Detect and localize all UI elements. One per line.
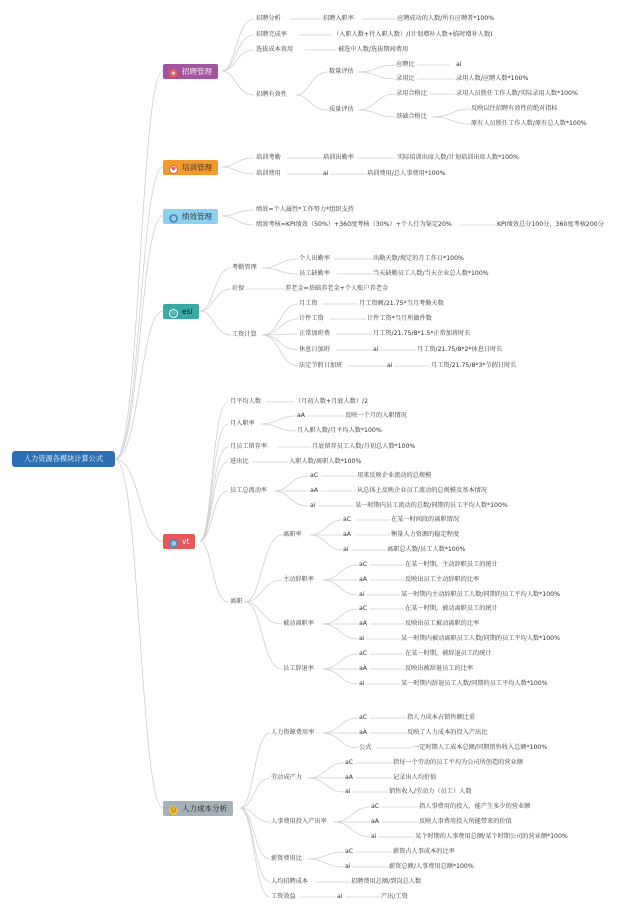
vt-separation-rate[interactable]: 离职率 bbox=[283, 531, 302, 538]
branch-cost-analysis[interactable] bbox=[163, 801, 233, 816]
vt-total-turnover[interactable]: 员工总流动率 bbox=[230, 487, 268, 494]
vt-passive-rate[interactable]: 被动离职率 bbox=[283, 620, 314, 627]
cost-hr-aA[interactable]: aA bbox=[359, 729, 368, 736]
cost-wage-formula[interactable]: 产出/工资 bbox=[381, 893, 408, 900]
cost-hr-formula[interactable]: 一定时期人工成本总额/同期销售收入总额*100% bbox=[413, 744, 548, 751]
cost-io-ratio[interactable]: 人事费用投入产出率 bbox=[271, 818, 327, 825]
branch-esi-label: esi bbox=[182, 307, 193, 316]
vt-separation[interactable]: 离职 bbox=[230, 598, 243, 605]
branch-vt-label: vt bbox=[182, 537, 190, 546]
vt-pas-formula[interactable]: 某一时期内被动离职员工人数/同期的员工平均人数*100% bbox=[401, 635, 560, 642]
cost-lp-aA[interactable]: aA bbox=[345, 774, 354, 781]
esi-absence-rate[interactable]: 员工缺勤率 bbox=[299, 270, 330, 277]
branch-esi[interactable] bbox=[163, 304, 199, 319]
train-attendance[interactable]: 培训考勤 bbox=[256, 154, 281, 161]
recruit-selection-formula[interactable]: 被选中人数/选拔期间费用 bbox=[338, 46, 409, 53]
vt-dis-aA[interactable]: aA bbox=[359, 665, 368, 672]
cost-lp-aC[interactable]: aC bbox=[345, 759, 354, 766]
cost-io-desc2[interactable]: 反映人事费用投入所能带来的价值 bbox=[419, 818, 512, 825]
recruit-completion-rate[interactable]: 招聘完成率 bbox=[256, 31, 287, 38]
recruit-base-desc[interactable]: 反映以往招聘有效性的绝对指标 bbox=[471, 105, 558, 112]
esi-overtime-holiday[interactable]: 法定节假日加班 bbox=[299, 362, 343, 369]
recruit-apply-ratio-ai[interactable]: ai bbox=[456, 61, 462, 68]
cost-io-formula[interactable]: 某个时期的人事费用总额/某个时期公司的营业额*100% bbox=[415, 833, 568, 840]
cost-lp-formula[interactable]: 销售收入/劳动力（员工）人数 bbox=[389, 788, 472, 795]
vt-turnover-desc2[interactable]: 从总体上反映企业员工流动的总规模及基本情况 bbox=[357, 487, 487, 494]
cost-recruit-formula[interactable]: 招聘费用总额/到岗总人数 bbox=[351, 878, 422, 885]
recruit-apply-ratio[interactable]: 应聘比 bbox=[396, 61, 415, 68]
esi-overtime-holiday-ai[interactable]: ai bbox=[387, 362, 393, 369]
root-topic[interactable]: 人力资源各模块计算公式 bbox=[12, 451, 115, 467]
cost-sal-desc[interactable]: 薪资占人事成本的比率 bbox=[393, 848, 455, 855]
recruit-analysis[interactable]: 招聘分析 bbox=[256, 15, 281, 22]
esi-overtime-normal[interactable]: 正常加班费 bbox=[299, 330, 330, 337]
cost-io-ai[interactable]: ai bbox=[371, 833, 377, 840]
globe-icon: ◍ bbox=[170, 540, 177, 547]
cost-sal-aC[interactable]: aC bbox=[345, 848, 354, 855]
cost-io-aA[interactable]: aA bbox=[371, 818, 380, 825]
cost-lp-ai[interactable]: ai bbox=[345, 788, 351, 795]
globe-icon: ◍ bbox=[170, 215, 177, 222]
recruit-entry-rate[interactable]: 招聘入职率 bbox=[323, 15, 354, 22]
vt-sep-desc2[interactable]: 衡量人力资源的稳定程度 bbox=[391, 531, 460, 538]
vt-vol-formula[interactable]: 某一时期内主动辞职员工人数/同期的员工平均人数*100% bbox=[401, 591, 560, 598]
cost-labor-productivity[interactable]: 劳动成产力 bbox=[271, 774, 302, 781]
esi-absence-formula[interactable]: 当天缺勤员工人数/当天企业总人数*100% bbox=[373, 270, 489, 277]
train-attendance-formula[interactable]: 实际培训出席人数/计划培训出席人数*100% bbox=[397, 154, 519, 161]
vt-vol-desc2[interactable]: 反映出员工主动辞职的比率 bbox=[405, 576, 480, 583]
recruit-qualified-formula[interactable]: 录用人员胜任工作人数/实际录用人数*100% bbox=[456, 90, 578, 97]
branch-vt[interactable] bbox=[163, 534, 195, 549]
recruit-base-formula[interactable]: 原有人员胜任工作人数/原有总人数*100% bbox=[471, 120, 587, 127]
vt-vol-aC[interactable]: aC bbox=[359, 561, 368, 568]
branch-performance[interactable] bbox=[163, 209, 218, 224]
cost-io-desc[interactable]: 指人事费用的投入，能产生多少的营业额 bbox=[419, 803, 531, 810]
cost-wage-efficiency[interactable]: 工资效益 bbox=[271, 893, 296, 900]
branch-training[interactable] bbox=[163, 160, 218, 175]
recruit-selection-cost[interactable]: 选拔成本效用 bbox=[256, 46, 294, 53]
perf-kpi-note[interactable]: KPI绩效总分100分，360度考核200分 bbox=[497, 221, 604, 228]
train-cost-formula[interactable]: 培训费用/总人事费用*100% bbox=[367, 170, 446, 177]
vt-in-out-ratio[interactable]: 进出比 bbox=[230, 458, 249, 465]
esi-overtime-normal-formula[interactable]: 月工资/21.75/8*1.5*正常加班时长 bbox=[373, 330, 471, 337]
vt-turnover-desc[interactable]: 用来反映企业流动的总规模 bbox=[357, 472, 432, 479]
vt-pas-aC[interactable]: aC bbox=[359, 605, 368, 612]
vt-entry-desc[interactable]: 反映一个月的入职情况 bbox=[345, 412, 407, 419]
vt-retention-rate[interactable]: 月员工留存率 bbox=[230, 443, 268, 450]
vt-dis-formula[interactable]: 某一时期内辞退员工人数/同期的员工平均人数*100% bbox=[401, 680, 548, 687]
esi-piece-wage[interactable]: 计件工资 bbox=[299, 315, 324, 322]
branch-performance-label: 绩效管理 bbox=[182, 212, 212, 221]
vt-sep-aA[interactable]: aA bbox=[343, 531, 352, 538]
cost-recruit-per-capita[interactable]: 人均招聘成本 bbox=[271, 878, 309, 885]
branch-cost-label: 人力成本分析 bbox=[182, 804, 227, 813]
branch-training-label: 培训管理 bbox=[182, 163, 212, 172]
vt-vol-desc[interactable]: 在某一时期，主动辞职员工的统计 bbox=[405, 561, 498, 568]
esi-personal-attendance[interactable]: 个人出勤率 bbox=[299, 255, 330, 262]
vt-turnover-aC[interactable]: aC bbox=[310, 472, 319, 479]
cost-sal-ai[interactable]: ai bbox=[345, 863, 351, 870]
cost-hr-desc[interactable]: 指人力成本占销售额比重 bbox=[407, 714, 476, 721]
cost-lp-desc2[interactable]: 记录出人均价值 bbox=[393, 774, 437, 781]
star-icon: ★ bbox=[170, 70, 177, 77]
recruit-hire-ratio-formula[interactable]: 录用人数/应聘人数*100% bbox=[456, 75, 529, 82]
perf-formula[interactable]: 绩效=个人属性*工作努力*组织支持 bbox=[256, 206, 354, 213]
recruit-quantity-eval[interactable]: 数量评估 bbox=[329, 68, 354, 75]
esi-personal-attendance-formula[interactable]: 出勤天数/规定的月工作日*100% bbox=[373, 255, 464, 262]
recruit-quality-eval[interactable]: 质量评估 bbox=[329, 106, 354, 113]
cost-salary-ratio[interactable]: 薪资费用比 bbox=[271, 855, 302, 862]
vt-entry-aA[interactable]: aA bbox=[297, 412, 306, 419]
recruit-qualified-ratio[interactable]: 录用合格比 bbox=[396, 90, 427, 97]
vt-vol-ai[interactable]: ai bbox=[359, 591, 365, 598]
esi-piece-wage-formula[interactable]: 计件工资*当月所做件数 bbox=[367, 315, 432, 322]
vt-turnover-ai[interactable]: ai bbox=[310, 502, 316, 509]
esi-overtime-holiday-formula[interactable]: 月工资/21.75/8*3*节假日时长 bbox=[431, 362, 517, 369]
vt-turnover-aA[interactable]: aA bbox=[310, 487, 319, 494]
recruit-completion-formula[interactable]: （入职人数+待入职人数）/(计划增补人数+临时增补人数) bbox=[333, 31, 493, 38]
vt-voluntary-rate[interactable]: 主动辞职率 bbox=[283, 576, 314, 583]
heart-icon: ♥ bbox=[170, 166, 177, 173]
vt-dis-ai[interactable]: ai bbox=[359, 680, 365, 687]
esi-overtime-restday-ai[interactable]: ai bbox=[373, 346, 379, 353]
esi-pension-formula[interactable]: 养老金=基础养老金+个人账户养老金 bbox=[285, 285, 389, 292]
vt-sep-aC[interactable]: aC bbox=[343, 516, 352, 523]
vt-retention-formula[interactable]: 月底留存员工人数/月初总人数*100% bbox=[312, 443, 416, 450]
vt-dis-desc2[interactable]: 反映出被辞退员工的比率 bbox=[405, 665, 474, 672]
vt-pas-aA[interactable]: aA bbox=[359, 620, 368, 627]
star-outline-icon: ☆ bbox=[170, 310, 177, 317]
smiley-icon: ☺ bbox=[170, 807, 177, 814]
vt-pas-ai[interactable]: ai bbox=[359, 635, 365, 642]
esi-salary-calc[interactable]: 工资计算 bbox=[232, 331, 257, 338]
vt-sep-desc[interactable]: 在某一时间段的离职情况 bbox=[391, 516, 460, 523]
vt-sep-ai[interactable]: ai bbox=[343, 546, 349, 553]
cost-io-aC[interactable]: aC bbox=[371, 803, 380, 810]
esi-monthly-salary-formula[interactable]: 月工资额/21.75*当月考勤天数 bbox=[359, 300, 444, 307]
vt-dismissal-rate[interactable]: 员工辞退率 bbox=[283, 665, 314, 672]
branch-recruitment-label: 招聘管理 bbox=[182, 67, 212, 76]
cost-hr-desc2[interactable]: 反映了人力成本的投入产出比 bbox=[407, 729, 488, 736]
recruit-hire-ratio[interactable]: 录用比 bbox=[396, 75, 415, 82]
cost-hr-aC[interactable]: aC bbox=[359, 714, 368, 721]
perf-assessment[interactable]: 绩效考核=KPI绩效（50%）+360度考核（30%）+个人行为鉴定20% bbox=[256, 221, 452, 228]
cost-lp-desc[interactable]: 指每一个劳动的员工平均为公司所创造的营业额 bbox=[393, 759, 523, 766]
train-attendance-rate[interactable]: 培训出勤率 bbox=[323, 154, 354, 161]
vt-monthly-average[interactable]: 月平均人数 bbox=[230, 398, 261, 405]
vt-vol-aA[interactable]: aA bbox=[359, 576, 368, 583]
train-cost[interactable]: 培训费用 bbox=[256, 170, 281, 177]
train-cost-ai[interactable]: ai bbox=[323, 170, 329, 177]
vt-in-out-formula[interactable]: 入职人数/离职人数*100% bbox=[289, 458, 362, 465]
recruit-effectiveness[interactable]: 招聘有效性 bbox=[256, 91, 287, 98]
recruit-entry-rate-formula[interactable]: 应聘成功的人数/所有应聘者*100% bbox=[397, 15, 495, 22]
vt-monthly-average-formula[interactable]: （月初人数+月底人数）/2 bbox=[295, 398, 369, 405]
vt-entry-formula[interactable]: 月入职人数/月平均人数*100% bbox=[297, 427, 382, 434]
esi-social-insurance[interactable]: 社保 bbox=[232, 285, 245, 292]
vt-dis-aC[interactable]: aC bbox=[359, 650, 368, 657]
vt-pas-desc[interactable]: 在某一时期，被动离职员工的统计 bbox=[405, 605, 498, 612]
vt-turnover-formula[interactable]: 某一时期内员工流动的总数/同期的员工平均人数*100% bbox=[355, 502, 508, 509]
cost-hr-formula-label[interactable]: 公式 bbox=[359, 744, 372, 751]
esi-overtime-restday-formula[interactable]: 月工资/21.75/8*2*休息日时长 bbox=[417, 346, 503, 353]
esi-attendance[interactable]: 考勤管理 bbox=[232, 264, 257, 271]
vt-monthly-entry-rate[interactable]: 月入职率 bbox=[230, 420, 255, 427]
vt-sep-formula[interactable]: 离职总人数/员工人数*100% bbox=[387, 546, 466, 553]
cost-wage-ai[interactable]: ai bbox=[337, 893, 343, 900]
esi-overtime-restday[interactable]: 休息日加班 bbox=[299, 346, 330, 353]
cost-sal-formula[interactable]: 薪资总额/人事费用总额*100% bbox=[389, 863, 474, 870]
esi-monthly-salary[interactable]: 月工资 bbox=[299, 300, 318, 307]
cost-hr-expense-rate[interactable]: 人力资源费用率 bbox=[271, 729, 315, 736]
vt-dis-desc[interactable]: 在某一时期，被辞退员工的统计 bbox=[405, 650, 492, 657]
recruit-base-qualified-ratio[interactable]: 基础合格比 bbox=[396, 113, 427, 120]
vt-pas-desc2[interactable]: 反映出员工被动离职的比率 bbox=[405, 620, 480, 627]
branch-recruitment[interactable] bbox=[163, 64, 218, 79]
